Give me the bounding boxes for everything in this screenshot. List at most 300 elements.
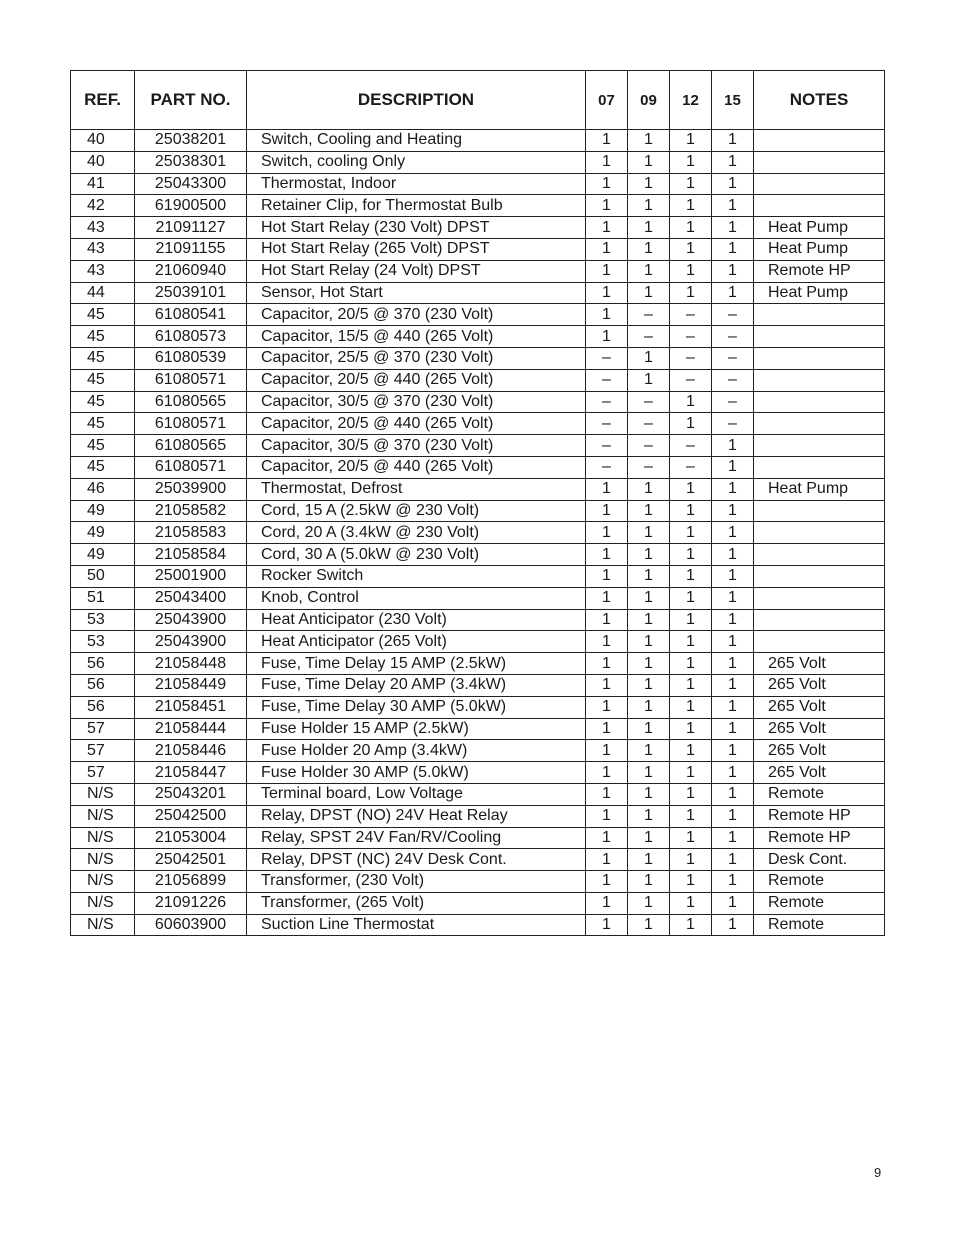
table-row [71, 478, 885, 500]
cell-model-07: 1 [586, 195, 628, 217]
cell-model-15: 1 [712, 609, 754, 631]
cell-model-07: 1 [586, 805, 628, 827]
cell-model-15: 1 [712, 914, 754, 936]
cell-notes [754, 347, 885, 369]
cell-model-15: 1 [712, 696, 754, 718]
cell-ref: 43 [71, 238, 135, 260]
cell-model-15: 1 [712, 653, 754, 675]
cell-part-no: 61900500 [135, 195, 247, 217]
cell-model-07: 1 [586, 151, 628, 173]
cell-model-07: 1 [586, 587, 628, 609]
cell-part-no: 61080573 [135, 326, 247, 348]
cell-model-15: – [712, 413, 754, 435]
cell-ref: 40 [71, 151, 135, 173]
cell-model-07: 1 [586, 326, 628, 348]
cell-model-07: 1 [586, 718, 628, 740]
table-row [71, 326, 885, 348]
cell-model-12: 1 [670, 130, 712, 152]
cell-notes: Remote [754, 783, 885, 805]
cell-model-12: – [670, 326, 712, 348]
cell-ref: 51 [71, 587, 135, 609]
cell-model-15: 1 [712, 631, 754, 653]
cell-model-12: 1 [670, 195, 712, 217]
cell-model-09: 1 [628, 173, 670, 195]
cell-notes [754, 173, 885, 195]
cell-description: Thermostat, Indoor [247, 173, 586, 195]
cell-model-15: 1 [712, 456, 754, 478]
cell-part-no: 21058446 [135, 740, 247, 762]
table-row [71, 130, 885, 152]
cell-notes: Heat Pump [754, 217, 885, 239]
cell-ref: 43 [71, 217, 135, 239]
cell-model-09: 1 [628, 609, 670, 631]
cell-model-12: 1 [670, 151, 712, 173]
cell-model-09: 1 [628, 674, 670, 696]
cell-part-no: 25001900 [135, 565, 247, 587]
cell-model-09: 1 [628, 762, 670, 784]
cell-model-09: 1 [628, 544, 670, 566]
cell-model-07: 1 [586, 914, 628, 936]
cell-model-09: 1 [628, 914, 670, 936]
table-row [71, 260, 885, 282]
cell-notes [754, 565, 885, 587]
cell-description: Capacitor, 15/5 @ 440 (265 Volt) [247, 326, 586, 348]
cell-notes [754, 413, 885, 435]
cell-model-12: 1 [670, 674, 712, 696]
cell-model-07: 1 [586, 653, 628, 675]
cell-model-12: 1 [670, 914, 712, 936]
header-model-07: 07 [586, 71, 628, 130]
cell-description: Cord, 20 A (3.4kW @ 230 Volt) [247, 522, 586, 544]
cell-ref: 45 [71, 413, 135, 435]
cell-notes [754, 544, 885, 566]
cell-notes: Remote HP [754, 827, 885, 849]
table-row [71, 435, 885, 457]
cell-ref: 56 [71, 696, 135, 718]
cell-description: Switch, Cooling and Heating [247, 130, 586, 152]
cell-model-12: 1 [670, 238, 712, 260]
cell-notes [754, 151, 885, 173]
cell-description: Capacitor, 20/5 @ 440 (265 Volt) [247, 456, 586, 478]
cell-ref: N/S [71, 892, 135, 914]
table-row [71, 500, 885, 522]
cell-model-15: 1 [712, 805, 754, 827]
cell-model-12: 1 [670, 609, 712, 631]
table-body [71, 130, 885, 936]
cell-model-12: 1 [670, 827, 712, 849]
cell-part-no: 61080541 [135, 304, 247, 326]
table-row [71, 631, 885, 653]
cell-model-09: – [628, 456, 670, 478]
cell-model-07: 1 [586, 130, 628, 152]
table-row [71, 304, 885, 326]
cell-ref: 45 [71, 369, 135, 391]
cell-part-no: 25039900 [135, 478, 247, 500]
cell-description: Relay, DPST (NC) 24V Desk Cont. [247, 849, 586, 871]
table-row [71, 609, 885, 631]
cell-model-12: 1 [670, 849, 712, 871]
cell-description: Relay, SPST 24V Fan/RV/Cooling [247, 827, 586, 849]
table-row [71, 783, 885, 805]
cell-model-09: 1 [628, 718, 670, 740]
table-row [71, 238, 885, 260]
cell-model-09: 1 [628, 565, 670, 587]
cell-model-15: 1 [712, 849, 754, 871]
table-row [71, 762, 885, 784]
cell-model-07: 1 [586, 849, 628, 871]
cell-part-no: 61080571 [135, 413, 247, 435]
cell-ref: N/S [71, 827, 135, 849]
cell-model-07: 1 [586, 565, 628, 587]
page-number: 9 [874, 1165, 882, 1180]
cell-notes: Remote HP [754, 805, 885, 827]
cell-description: Capacitor, 30/5 @ 370 (230 Volt) [247, 435, 586, 457]
cell-description: Thermostat, Defrost [247, 478, 586, 500]
cell-description: Fuse, Time Delay 20 AMP (3.4kW) [247, 674, 586, 696]
cell-model-09: 1 [628, 871, 670, 893]
cell-model-12: 1 [670, 413, 712, 435]
cell-model-07: 1 [586, 740, 628, 762]
cell-model-07: 1 [586, 478, 628, 500]
cell-notes: Heat Pump [754, 478, 885, 500]
cell-model-07: – [586, 391, 628, 413]
cell-notes [754, 391, 885, 413]
cell-part-no: 21058444 [135, 718, 247, 740]
cell-model-12: 1 [670, 282, 712, 304]
cell-model-07: 1 [586, 173, 628, 195]
cell-model-07: – [586, 435, 628, 457]
cell-model-09: 1 [628, 151, 670, 173]
cell-model-12: 1 [670, 783, 712, 805]
cell-model-15: – [712, 391, 754, 413]
cell-ref: 57 [71, 740, 135, 762]
cell-ref: N/S [71, 871, 135, 893]
cell-model-07: 1 [586, 282, 628, 304]
cell-model-09: 1 [628, 478, 670, 500]
cell-description: Capacitor, 20/5 @ 440 (265 Volt) [247, 369, 586, 391]
cell-model-12: – [670, 304, 712, 326]
cell-description: Switch, cooling Only [247, 151, 586, 173]
cell-description: Terminal board, Low Voltage [247, 783, 586, 805]
cell-model-07: 1 [586, 631, 628, 653]
cell-notes [754, 587, 885, 609]
cell-part-no: 21058584 [135, 544, 247, 566]
cell-model-07: 1 [586, 892, 628, 914]
cell-model-12: 1 [670, 631, 712, 653]
cell-ref: 56 [71, 653, 135, 675]
cell-part-no: 21058449 [135, 674, 247, 696]
cell-description: Hot Start Relay (230 Volt) DPST [247, 217, 586, 239]
cell-ref: 56 [71, 674, 135, 696]
cell-part-no: 21091226 [135, 892, 247, 914]
cell-model-15: 1 [712, 130, 754, 152]
cell-model-09: 1 [628, 522, 670, 544]
cell-model-07: – [586, 456, 628, 478]
cell-model-09: 1 [628, 849, 670, 871]
cell-model-15: 1 [712, 783, 754, 805]
cell-model-07: 1 [586, 544, 628, 566]
cell-description: Capacitor, 25/5 @ 370 (230 Volt) [247, 347, 586, 369]
cell-model-12: 1 [670, 391, 712, 413]
cell-model-09: 1 [628, 500, 670, 522]
cell-model-09: 1 [628, 347, 670, 369]
header-description: DESCRIPTION [247, 71, 586, 130]
cell-model-07: 1 [586, 522, 628, 544]
cell-model-15: 1 [712, 740, 754, 762]
table-row [71, 391, 885, 413]
cell-description: Cord, 30 A (5.0kW @ 230 Volt) [247, 544, 586, 566]
cell-ref: N/S [71, 914, 135, 936]
cell-model-12: 1 [670, 500, 712, 522]
cell-model-07: 1 [586, 674, 628, 696]
cell-model-07: 1 [586, 217, 628, 239]
cell-model-09: 1 [628, 631, 670, 653]
header-row [71, 71, 885, 130]
cell-model-15: 1 [712, 217, 754, 239]
cell-notes [754, 195, 885, 217]
cell-description: Suction Line Thermostat [247, 914, 586, 936]
cell-ref: 50 [71, 565, 135, 587]
table-row [71, 369, 885, 391]
cell-model-15: 1 [712, 565, 754, 587]
cell-model-07: 1 [586, 696, 628, 718]
cell-part-no: 25038301 [135, 151, 247, 173]
cell-ref: 45 [71, 456, 135, 478]
cell-ref: 49 [71, 544, 135, 566]
header-notes: NOTES [754, 71, 885, 130]
cell-model-09: 1 [628, 892, 670, 914]
cell-description: Transformer, (230 Volt) [247, 871, 586, 893]
cell-ref: 57 [71, 762, 135, 784]
table-row [71, 914, 885, 936]
cell-ref: 49 [71, 522, 135, 544]
cell-model-15: 1 [712, 195, 754, 217]
cell-ref: 45 [71, 326, 135, 348]
table-header [71, 71, 885, 130]
cell-model-15: 1 [712, 151, 754, 173]
cell-ref: N/S [71, 783, 135, 805]
cell-model-07: 1 [586, 304, 628, 326]
cell-description: Heat Anticipator (265 Volt) [247, 631, 586, 653]
cell-model-12: 1 [670, 653, 712, 675]
cell-part-no: 21058451 [135, 696, 247, 718]
cell-model-12: 1 [670, 217, 712, 239]
cell-model-12: 1 [670, 173, 712, 195]
cell-description: Transformer, (265 Volt) [247, 892, 586, 914]
cell-model-12: 1 [670, 762, 712, 784]
cell-description: Retainer Clip, for Thermostat Bulb [247, 195, 586, 217]
cell-notes: 265 Volt [754, 718, 885, 740]
cell-model-12: 1 [670, 871, 712, 893]
header-part-no: PART NO. [135, 71, 247, 130]
cell-model-12: 1 [670, 478, 712, 500]
table-row [71, 892, 885, 914]
cell-description: Hot Start Relay (24 Volt) DPST [247, 260, 586, 282]
cell-part-no: 21058582 [135, 500, 247, 522]
cell-ref: 43 [71, 260, 135, 282]
cell-model-15: 1 [712, 478, 754, 500]
cell-notes: 265 Volt [754, 653, 885, 675]
table-row [71, 173, 885, 195]
cell-notes: Remote [754, 871, 885, 893]
cell-part-no: 25043201 [135, 783, 247, 805]
cell-description: Sensor, Hot Start [247, 282, 586, 304]
cell-model-09: 1 [628, 217, 670, 239]
cell-notes [754, 456, 885, 478]
cell-notes: Heat Pump [754, 238, 885, 260]
header-ref: REF. [71, 71, 135, 130]
cell-part-no: 61080571 [135, 456, 247, 478]
cell-part-no: 61080539 [135, 347, 247, 369]
cell-model-12: 1 [670, 587, 712, 609]
table-row [71, 827, 885, 849]
table-row [71, 565, 885, 587]
cell-description: Cord, 15 A (2.5kW @ 230 Volt) [247, 500, 586, 522]
cell-notes [754, 500, 885, 522]
header-model-12: 12 [670, 71, 712, 130]
table-row [71, 740, 885, 762]
cell-notes: Remote HP [754, 260, 885, 282]
cell-part-no: 61080565 [135, 435, 247, 457]
parts-table [70, 70, 885, 936]
cell-model-12: 1 [670, 696, 712, 718]
table-row [71, 217, 885, 239]
cell-part-no: 61080565 [135, 391, 247, 413]
cell-model-15: 1 [712, 238, 754, 260]
cell-part-no: 21058447 [135, 762, 247, 784]
cell-part-no: 25043900 [135, 609, 247, 631]
cell-notes: 265 Volt [754, 740, 885, 762]
table-row [71, 456, 885, 478]
cell-model-15: – [712, 369, 754, 391]
cell-part-no: 21058583 [135, 522, 247, 544]
cell-ref: 45 [71, 435, 135, 457]
cell-model-15: 1 [712, 282, 754, 304]
table-row [71, 849, 885, 871]
table-row [71, 653, 885, 675]
cell-part-no: 25043900 [135, 631, 247, 653]
cell-model-09: 1 [628, 653, 670, 675]
cell-model-09: 1 [628, 696, 670, 718]
cell-notes [754, 609, 885, 631]
cell-ref: 45 [71, 347, 135, 369]
cell-model-12: 1 [670, 565, 712, 587]
cell-model-12: 1 [670, 544, 712, 566]
cell-description: Fuse, Time Delay 15 AMP (2.5kW) [247, 653, 586, 675]
cell-model-12: 1 [670, 805, 712, 827]
cell-part-no: 25042501 [135, 849, 247, 871]
cell-model-07: 1 [586, 783, 628, 805]
cell-ref: 49 [71, 500, 135, 522]
cell-model-09: 1 [628, 260, 670, 282]
cell-ref: 57 [71, 718, 135, 740]
cell-ref: 42 [71, 195, 135, 217]
header-model-09: 09 [628, 71, 670, 130]
cell-model-15: 1 [712, 500, 754, 522]
cell-notes [754, 130, 885, 152]
cell-description: Fuse Holder 20 Amp (3.4kW) [247, 740, 586, 762]
cell-notes: Remote [754, 914, 885, 936]
cell-description: Fuse Holder 15 AMP (2.5kW) [247, 718, 586, 740]
cell-description: Fuse Holder 30 AMP (5.0kW) [247, 762, 586, 784]
cell-notes [754, 435, 885, 457]
cell-model-09: 1 [628, 238, 670, 260]
cell-model-09: 1 [628, 827, 670, 849]
cell-model-09: – [628, 391, 670, 413]
cell-ref: 53 [71, 609, 135, 631]
cell-description: Capacitor, 20/5 @ 440 (265 Volt) [247, 413, 586, 435]
table-row [71, 587, 885, 609]
cell-notes: 265 Volt [754, 696, 885, 718]
cell-model-15: 1 [712, 173, 754, 195]
cell-ref: 45 [71, 391, 135, 413]
table-row [71, 805, 885, 827]
cell-part-no: 21053004 [135, 827, 247, 849]
cell-notes [754, 631, 885, 653]
cell-model-15: 1 [712, 522, 754, 544]
table-row [71, 347, 885, 369]
cell-description: Knob, Control [247, 587, 586, 609]
table-row [71, 151, 885, 173]
cell-notes: Desk Cont. [754, 849, 885, 871]
cell-model-09: – [628, 435, 670, 457]
cell-model-15: 1 [712, 260, 754, 282]
cell-notes: Remote [754, 892, 885, 914]
cell-description: Rocker Switch [247, 565, 586, 587]
table-row [71, 718, 885, 740]
cell-description: Relay, DPST (NO) 24V Heat Relay [247, 805, 586, 827]
table-row [71, 195, 885, 217]
cell-ref: 53 [71, 631, 135, 653]
cell-part-no: 21058448 [135, 653, 247, 675]
cell-part-no: 25042500 [135, 805, 247, 827]
cell-part-no: 25043300 [135, 173, 247, 195]
cell-model-09: – [628, 304, 670, 326]
cell-description: Fuse, Time Delay 30 AMP (5.0kW) [247, 696, 586, 718]
cell-notes [754, 369, 885, 391]
cell-ref: 40 [71, 130, 135, 152]
cell-model-12: – [670, 369, 712, 391]
cell-model-07: 1 [586, 871, 628, 893]
cell-model-15: 1 [712, 762, 754, 784]
cell-ref: N/S [71, 805, 135, 827]
cell-model-07: 1 [586, 609, 628, 631]
cell-model-09: 1 [628, 740, 670, 762]
cell-model-09: 1 [628, 587, 670, 609]
cell-model-15: 1 [712, 435, 754, 457]
cell-description: Heat Anticipator (230 Volt) [247, 609, 586, 631]
cell-model-15: 1 [712, 827, 754, 849]
table-row [71, 544, 885, 566]
cell-description: Capacitor, 30/5 @ 370 (230 Volt) [247, 391, 586, 413]
cell-model-09: 1 [628, 195, 670, 217]
cell-model-09: 1 [628, 783, 670, 805]
cell-part-no: 60603900 [135, 914, 247, 936]
header-model-15: 15 [712, 71, 754, 130]
cell-model-07: 1 [586, 762, 628, 784]
cell-part-no: 21056899 [135, 871, 247, 893]
cell-model-09: 1 [628, 130, 670, 152]
cell-model-15: 1 [712, 587, 754, 609]
cell-notes [754, 326, 885, 348]
cell-model-15: 1 [712, 718, 754, 740]
cell-model-07: 1 [586, 827, 628, 849]
cell-description: Hot Start Relay (265 Volt) DPST [247, 238, 586, 260]
cell-model-12: 1 [670, 522, 712, 544]
cell-part-no: 25043400 [135, 587, 247, 609]
cell-part-no: 21060940 [135, 260, 247, 282]
cell-model-09: – [628, 326, 670, 348]
